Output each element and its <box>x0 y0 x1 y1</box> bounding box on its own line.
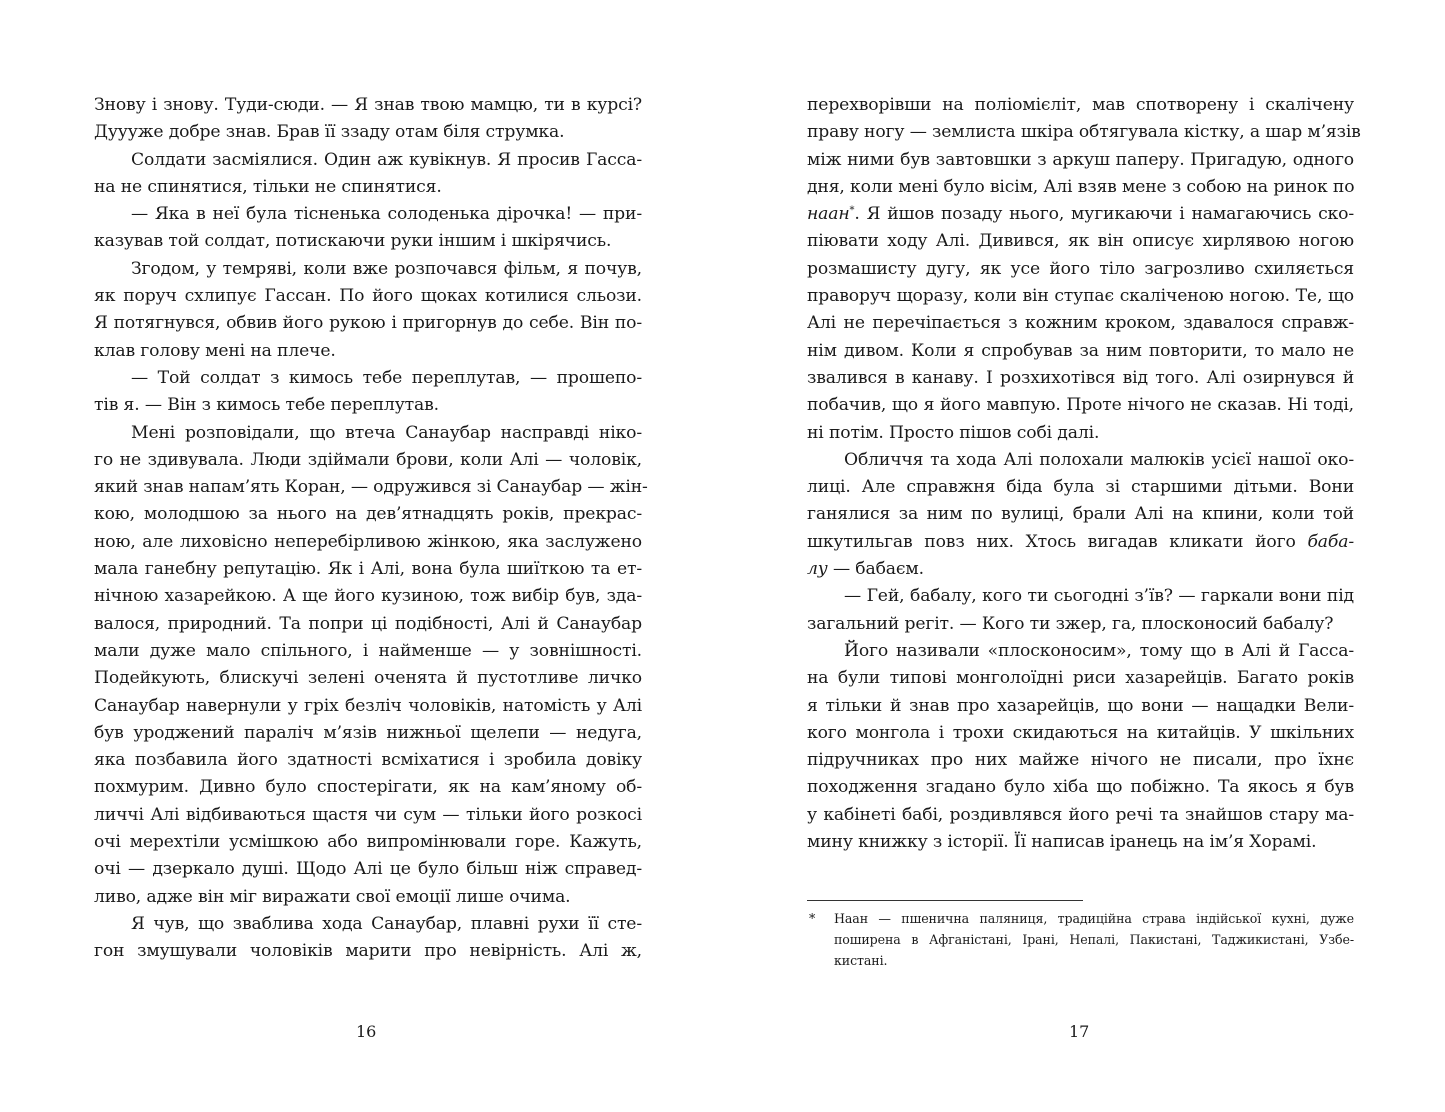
text-line: між ними був завтовшки з аркуш паперу. Пригадую, одного <box>807 149 1354 170</box>
text-line: дня, коли мені було вісім, Алі взяв мене з собою на ринок по <box>807 176 1355 197</box>
italic-naan: наан <box>807 204 850 225</box>
right-page <box>807 92 1361 856</box>
text-line: перехворівши на поліомієліт, мав спотворену і скалічену <box>807 95 1354 115</box>
text-line: який знав напам’ять Коран, — одружився зі Санаубар — жін- <box>94 477 648 498</box>
text-line: загальний регіт. — Кого ти зжер, га, плосконосий бабалу? <box>807 613 1334 634</box>
text-line: Мені розповідали, що втеча Санаубар насправді ніко- <box>131 422 642 443</box>
text-line: Згодом, у темряві, коли вже розпочався фільм, я почув, <box>131 258 642 279</box>
page-number-left: 16 <box>356 1022 377 1041</box>
text-line: звалився в канаву. І розхихотівся від того. Алі озирнувся й <box>807 367 1354 388</box>
text-line: мали дуже мало спільного, і найменше — у зовнішності. <box>94 640 642 661</box>
text-line: я тільки й знав про хазарейців, що вони — нащадки Вели- <box>807 695 1354 716</box>
text-line: тів я. — Він з кимось тебе переплутав. <box>94 395 439 416</box>
text-line: — Той солдат з кимось тебе переплутав, — прошепо- <box>131 367 642 388</box>
text-line: очі — дзеркало душі. Щодо Алі це було більш ніж справед- <box>94 859 642 880</box>
text-line: го не здивувала. Люди здіймали брови, коли Алі — чоловік, <box>94 449 642 470</box>
line-rest: — бабаєм. <box>827 559 924 580</box>
footnote-line: кистані. <box>834 952 888 968</box>
text-line: праву ногу — землиста шкіра обтягувала кістку, а шар м’язів <box>807 122 1361 143</box>
text-line: Подейкують, блискучі зелені оченята й пустотливе личко <box>94 668 642 689</box>
text-line: праворуч щоразу, коли він ступає скаліченою ногою. Те, що <box>807 286 1354 307</box>
text-line: кою, молодшою за нього на дев’ятнадцять років, прекрас- <box>94 504 642 525</box>
text-line: казував той солдат, потискаючи руки іншим і шкірячись. <box>94 231 612 252</box>
text-line: ною, але лиховісно неперебірливою жінкою, яка заслужено <box>94 531 642 552</box>
footnote-line: Наан — пшенична паляниця, традиційна страва індійської кухні, дуже <box>834 911 1354 926</box>
text-line: мала ганебну репутацію. Як і Алі, вона була шиїткою та ет- <box>94 559 642 580</box>
text-line: розмашисту дугу, як усе його тіло загрозливо схиляється <box>807 258 1354 279</box>
text-line: Я чув, що зваблива хода Санаубар, плавні рухи її сте- <box>131 913 642 934</box>
left-page <box>94 92 648 966</box>
text-line: Санаубар навернули у гріх безліч чоловіків, натомість у Алі <box>94 695 642 716</box>
text-line-with-italic <box>807 556 1354 583</box>
text-line: підручниках про них майже нічого не писали, про їхнє <box>807 750 1354 771</box>
text-line: походження згадано було хіба що побіжно. Та якось я був <box>807 777 1354 798</box>
text-line: Я потягнувся, обвив його рукою і пригорнув до себе. Він по- <box>94 313 642 334</box>
text-line: очі мерехтіли усмішкою або випромінювали горе. Кажуть, <box>94 832 642 853</box>
line-rest: . Я йшов позаду нього, мугикаючи і намагаючись ско- <box>854 204 1354 225</box>
text-line: клав голову мені на плече. <box>94 340 336 361</box>
text-line: — Гей, бабалу, кого ти сьогодні з’їв? — гаркали вони під <box>844 586 1354 607</box>
text-line: Його називали «плосконосим», тому що в Алі й Гасса- <box>844 640 1354 661</box>
text-line: Алі не перечіпається з кожним кроком, здавалося справж- <box>807 313 1354 334</box>
text-line: Знову і знову. Туди-сюди. — Я знав твою мамцю, ти в курсі? <box>94 95 642 115</box>
text-line: був уроджений параліч м’язів нижньої щелепи — недуга, <box>94 722 642 743</box>
text-line: піювати ходу Алі. Дивився, як він описує хирлявою ногою <box>807 231 1354 252</box>
text-line-with-italic <box>807 529 1354 556</box>
italic-babalu: бабa- <box>1307 531 1354 552</box>
footnote-mark: * <box>809 911 816 926</box>
text-line: кого монгола і трохи скидаються на китайців. У шкільних <box>807 722 1354 743</box>
footnote-line: поширена в Афганістані, Ірані, Непалі, Пакистані, Таджикистані, Узбе- <box>834 931 1354 947</box>
text-line: ні потім. Просто пішов собі далі. <box>807 422 1100 443</box>
text-line-with-footnote <box>807 201 1354 228</box>
text-line: похмурим. Дивно було спостерігати, як на кам’яному об- <box>94 777 642 798</box>
text-line: на не спинятися, тільки не спинятися. <box>94 176 442 197</box>
text-line: валося, природний. Та попри ці подібності, Алі й Санаубар <box>94 613 642 634</box>
footnote-separator <box>807 900 1083 901</box>
text-line: на були типові монголоїдні риси хазарейців. Багато років <box>807 668 1354 689</box>
text-line: лиці. Але справжня біда була зі старшими дітьми. Вони <box>807 477 1354 498</box>
text-line: Солдати засміялися. Один аж кувікнув. Я просив Гасса- <box>131 149 642 170</box>
text-line: Дуууже добре знав. Брав її ззаду отам біля струмка. <box>94 122 565 143</box>
text-line: Обличчя та хода Алі полохали малюків усієї нашої око- <box>844 449 1354 470</box>
page-number-right: 17 <box>1069 1022 1090 1041</box>
text-line: побачив, що я його мавпую. Проте нічого не сказав. Ні тоді, <box>807 395 1354 416</box>
text-line: нічною хазарейкою. А ще його кузиною, тож вибір був, зда- <box>94 586 642 607</box>
text-line: личчі Алі відбиваються щастя чи сум — тільки його розкосі <box>94 804 642 825</box>
text-line: нім дивом. Коли я спробував за ним повторити, то мало не <box>807 340 1354 361</box>
line-start: шкутильгав повз них. Хтось вигадав кликати його <box>807 531 1308 552</box>
footnote <box>807 909 1354 971</box>
text-line: мину книжку з історії. Її написав іранець на ім’я Хорамі. <box>807 832 1317 853</box>
text-line: у кабінеті бабі, роздивлявся його речі та знайшов стару ма- <box>807 804 1354 825</box>
text-line: — Яка в неї була тісненька солоденька дірочка! — при- <box>131 204 642 225</box>
italic-babalu: лу <box>807 559 828 580</box>
text-line: як поруч схлипує Гассан. По його щоках котилися сльози. <box>94 286 642 307</box>
text-line: яка позбавила його здатності всміхатися і зробила довіку <box>94 750 642 771</box>
text-line: ганялися за ним по вулиці, брали Алі на кпини, коли той <box>807 504 1354 525</box>
text-line: ливо, адже він міг виражати свої емоції лише очима. <box>94 886 571 907</box>
text-line: гон змушували чоловіків марити про невірність. Алі ж, <box>94 941 642 962</box>
footnote-reference: * <box>849 205 855 217</box>
